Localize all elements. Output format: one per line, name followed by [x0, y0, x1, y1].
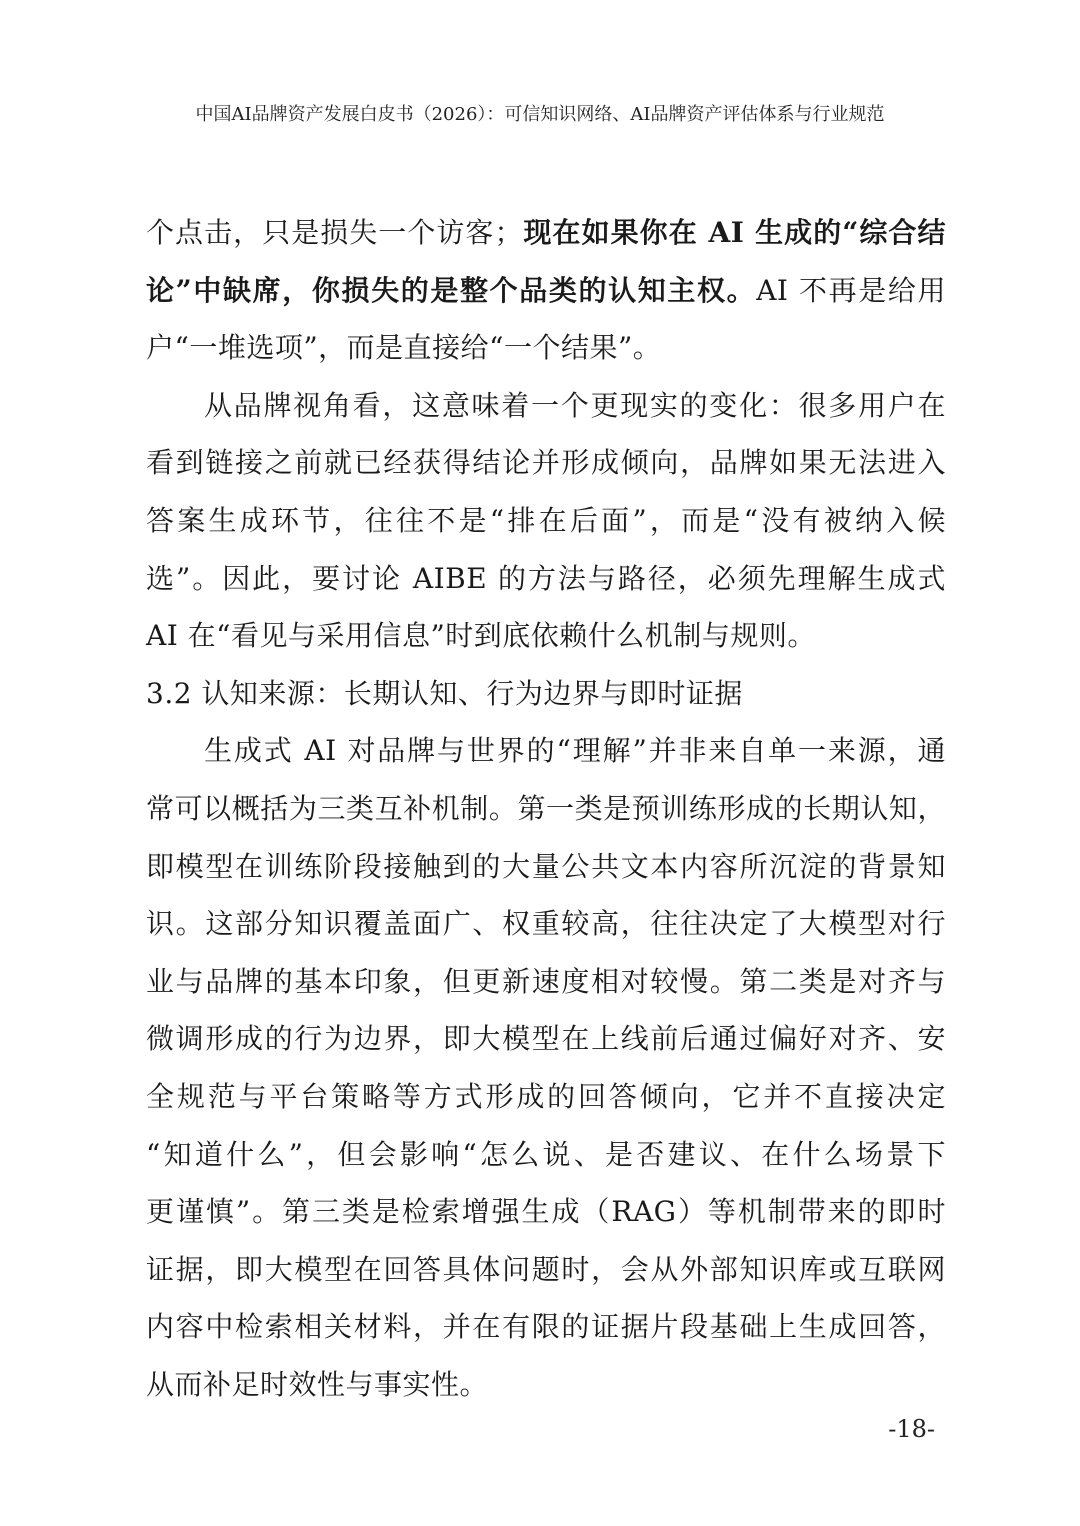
body-line: 看到链接之前就已经获得结论并形成倾向，品牌如果无法进入 — [146, 446, 946, 480]
body-text — [146, 204, 946, 1413]
text-run: AI 不再是给用 — [756, 273, 947, 307]
body-line: “知道什么”，但会影响“怎么说、是否建议、在什么场景下 — [146, 1137, 946, 1171]
body-line: AI 在“看见与采用信息”时到底依赖什么机制与规则。 — [146, 619, 816, 653]
body-line: 证据，即大模型在回答具体问题时，会从外部知识库或互联网 — [146, 1252, 946, 1286]
body-line: 微调形成的行为边界，即大模型在上线前后通过偏好对齐、安 — [146, 1022, 946, 1056]
emphasis-text: 现在如果你在 AI 生成的“综合结 — [522, 216, 946, 249]
text-run: 个点击，只是损失一个访客； — [146, 216, 523, 249]
body-line: 答案生成环节，往往不是“排在后面”，而是“没有被纳入候 — [146, 503, 946, 537]
body-line: 户“一堆选项”，而是直接给“一个结果”。 — [146, 331, 662, 365]
body-line: 生成式 AI 对品牌与世界的“理解”并非来自单一来源，通 — [204, 734, 946, 768]
body-line: 从品牌视角看，这意味着一个更现实的变化：很多用户在 — [204, 388, 946, 422]
body-line: 常可以概括为三类互补机制。第一类是预训练形成的长期认知， — [146, 791, 946, 825]
body-line: 全规范与平台策略等方式形成的回答倾向，它并不直接决定 — [146, 1079, 946, 1113]
body-line: 即模型在训练阶段接触到的大量公共文本内容所沉淀的背景知 — [146, 849, 946, 883]
body-line: 业与品牌的基本印象，但更新速度相对较慢。第二类是对齐与 — [146, 964, 946, 998]
page-number: -18- — [888, 1415, 935, 1443]
emphasis-text: 论”中缺席，你损失的是整个品类的认知主权。 — [146, 273, 757, 307]
body-line — [146, 204, 946, 262]
body-line: 从而补足时效性与事实性。 — [146, 1367, 489, 1401]
body-line: 识。这部分知识覆盖面广、权重较高，往往决定了大模型对行 — [146, 907, 946, 941]
body-line: 选”。因此，要讨论 AIBE 的方法与路径，必须先理解生成式 — [146, 561, 946, 595]
running-header: 中国AI品牌资产发展白皮书（2026）：可信知识网络、AI品牌资产评估体系与行业规范 — [195, 104, 885, 125]
body-line: 更谨慎”。第三类是检索增强生成（RAG）等机制带来的即时 — [146, 1195, 946, 1229]
body-line — [146, 262, 946, 320]
body-line: 内容中检索相关材料，并在有限的证据片段基础上生成回答， — [146, 1310, 946, 1344]
section-heading: 3.2 认知来源：长期认知、行为边界与即时证据 — [146, 676, 743, 710]
